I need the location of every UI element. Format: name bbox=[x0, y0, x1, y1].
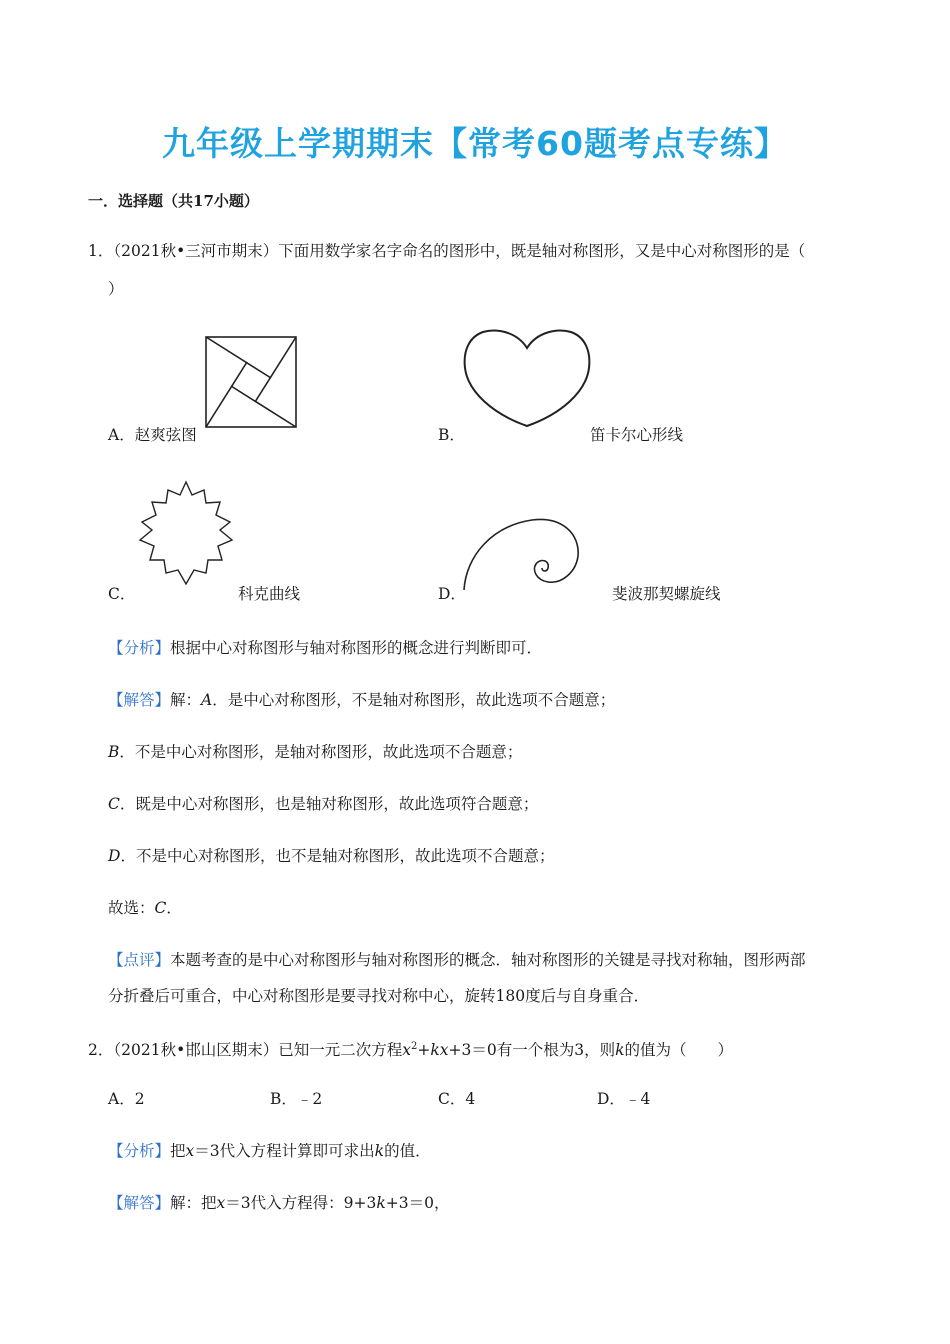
q2-number: 2． bbox=[88, 1041, 114, 1060]
answer-prefix: 解： bbox=[170, 691, 202, 709]
q1-comment-line1 bbox=[108, 949, 806, 971]
answer-tag: 【解答】 bbox=[108, 691, 171, 709]
q1-analysis bbox=[108, 637, 542, 659]
answer-text: 解：把 bbox=[170, 1194, 217, 1212]
q1-choice bbox=[108, 897, 182, 919]
q2-option-b bbox=[270, 1088, 322, 1110]
stem-text: 有一个根为3，则 bbox=[496, 1041, 616, 1060]
analysis-text: 根据中心对称图形与轴对称图形的概念进行判断即可． bbox=[170, 639, 543, 657]
q1-answer-line-a bbox=[108, 689, 615, 711]
answer-text: ．是中心对称图形，不是轴对称图形，故此选项不合题意； bbox=[212, 691, 616, 709]
equation-rest: +3＝0 bbox=[448, 1041, 497, 1060]
var-x: x bbox=[402, 1041, 411, 1060]
q2-source: （2021秋•邯山区期末） bbox=[113, 1041, 279, 1060]
q1-option-b-letter: B． bbox=[438, 426, 465, 444]
q1-number: 1． bbox=[88, 242, 114, 260]
q2-option-d bbox=[597, 1088, 650, 1110]
option-letter: A． bbox=[108, 426, 135, 444]
answer-text: ．不是中心对称图形，也不是轴对称图形，故此选项不合题意； bbox=[120, 847, 555, 865]
plus-sign: + bbox=[417, 1041, 431, 1060]
answer-text: ．既是中心对称图形，也是轴对称图形，故此选项符合题意； bbox=[119, 795, 539, 813]
option-value: ﹣4 bbox=[624, 1090, 651, 1108]
figure-fibonacci-spiral bbox=[462, 516, 582, 592]
var-k: k bbox=[615, 1041, 625, 1060]
option-ref: A bbox=[201, 691, 213, 709]
option-ref: D bbox=[108, 847, 121, 865]
section-heading: 一．选择题（共17小题） bbox=[88, 192, 259, 210]
option-letter: D． bbox=[597, 1090, 625, 1108]
answer-tag: 【解答】 bbox=[108, 1194, 171, 1212]
answer-text: ＝3代入方程得：9+3 bbox=[225, 1194, 377, 1212]
q1-option-a bbox=[108, 424, 197, 446]
q2-option-c bbox=[438, 1088, 475, 1110]
option-value: 4 bbox=[465, 1090, 476, 1108]
analysis-text: 把 bbox=[170, 1142, 186, 1160]
q1-stem: 下面用数学家名字命名的图形中，既是轴对称图形，又是中心对称图形的是（ bbox=[278, 242, 806, 260]
analysis-tag: 【分析】 bbox=[108, 1142, 171, 1160]
comment-text: 本题考查的是中心对称图形与轴对称图形的概念．轴对称图形的关键是寻找对称轴，图形两部 bbox=[170, 951, 806, 969]
q1-option-c-letter: C． bbox=[108, 585, 136, 603]
var-k: k bbox=[374, 1142, 385, 1160]
var-k: k bbox=[376, 1194, 386, 1212]
choice-suffix: ． bbox=[166, 899, 182, 917]
q1-option-b-caption: 笛卡尔心形线 bbox=[590, 426, 684, 444]
exponent: 2 bbox=[410, 1041, 418, 1052]
page-title: 九年级上学期期末【常考60题考点专练】 bbox=[162, 124, 788, 163]
option-value: ﹣2 bbox=[296, 1090, 323, 1108]
stem-text: 的值为（ ） bbox=[624, 1041, 734, 1060]
option-caption: 赵爽弦图 bbox=[134, 426, 197, 444]
var-x: x bbox=[185, 1142, 195, 1160]
analysis-text: 的值． bbox=[384, 1142, 431, 1160]
q1-line1 bbox=[88, 240, 805, 262]
answer-text: ．不是中心对称图形，是轴对称图形，故此选项不合题意； bbox=[119, 743, 523, 761]
q1-answer-line-c bbox=[108, 793, 538, 815]
q1-source: （2021秋•三河市期末） bbox=[113, 242, 279, 260]
answer-text: +3＝0， bbox=[385, 1194, 450, 1212]
q2-analysis bbox=[108, 1140, 431, 1162]
analysis-tag: 【分析】 bbox=[108, 639, 171, 657]
comment-tag: 【点评】 bbox=[108, 951, 171, 969]
q1-stem-close: ） bbox=[108, 280, 124, 298]
var-k: k bbox=[430, 1041, 440, 1060]
var-x: x bbox=[216, 1194, 226, 1212]
analysis-text: ＝3代入方程计算即可求出 bbox=[194, 1142, 375, 1160]
q2-answer bbox=[108, 1192, 449, 1214]
option-value: 2 bbox=[134, 1090, 145, 1108]
figure-cardioid-heart bbox=[463, 326, 591, 428]
q1-option-c-caption: 科克曲线 bbox=[238, 585, 301, 603]
q1-option-d-caption: 斐波那契螺旋线 bbox=[612, 585, 721, 603]
q1-answer-line-d bbox=[108, 845, 554, 867]
figure-koch-snowflake bbox=[134, 480, 238, 586]
stem-text: 已知一元二次方程 bbox=[278, 1041, 403, 1060]
figure-zhao-shuang bbox=[205, 336, 297, 428]
option-ref: C bbox=[108, 795, 120, 813]
option-letter: C． bbox=[438, 1090, 466, 1108]
option-ref: B bbox=[108, 743, 120, 761]
q1-option-d-letter: D． bbox=[438, 585, 466, 603]
var-x: x bbox=[439, 1041, 449, 1060]
q2-stem bbox=[88, 1036, 733, 1061]
q1-comment-line2: 分折叠后可重合，中心对称图形是要寻找对称中心，旋转180度后与自身重合． bbox=[108, 987, 650, 1005]
choice-letter: C bbox=[154, 899, 167, 917]
q1-answer-line-b bbox=[108, 741, 522, 763]
q2-option-a bbox=[108, 1088, 145, 1110]
option-letter: A． bbox=[108, 1090, 135, 1108]
option-letter: B． bbox=[270, 1090, 297, 1108]
choice-prefix: 故选： bbox=[108, 899, 155, 917]
